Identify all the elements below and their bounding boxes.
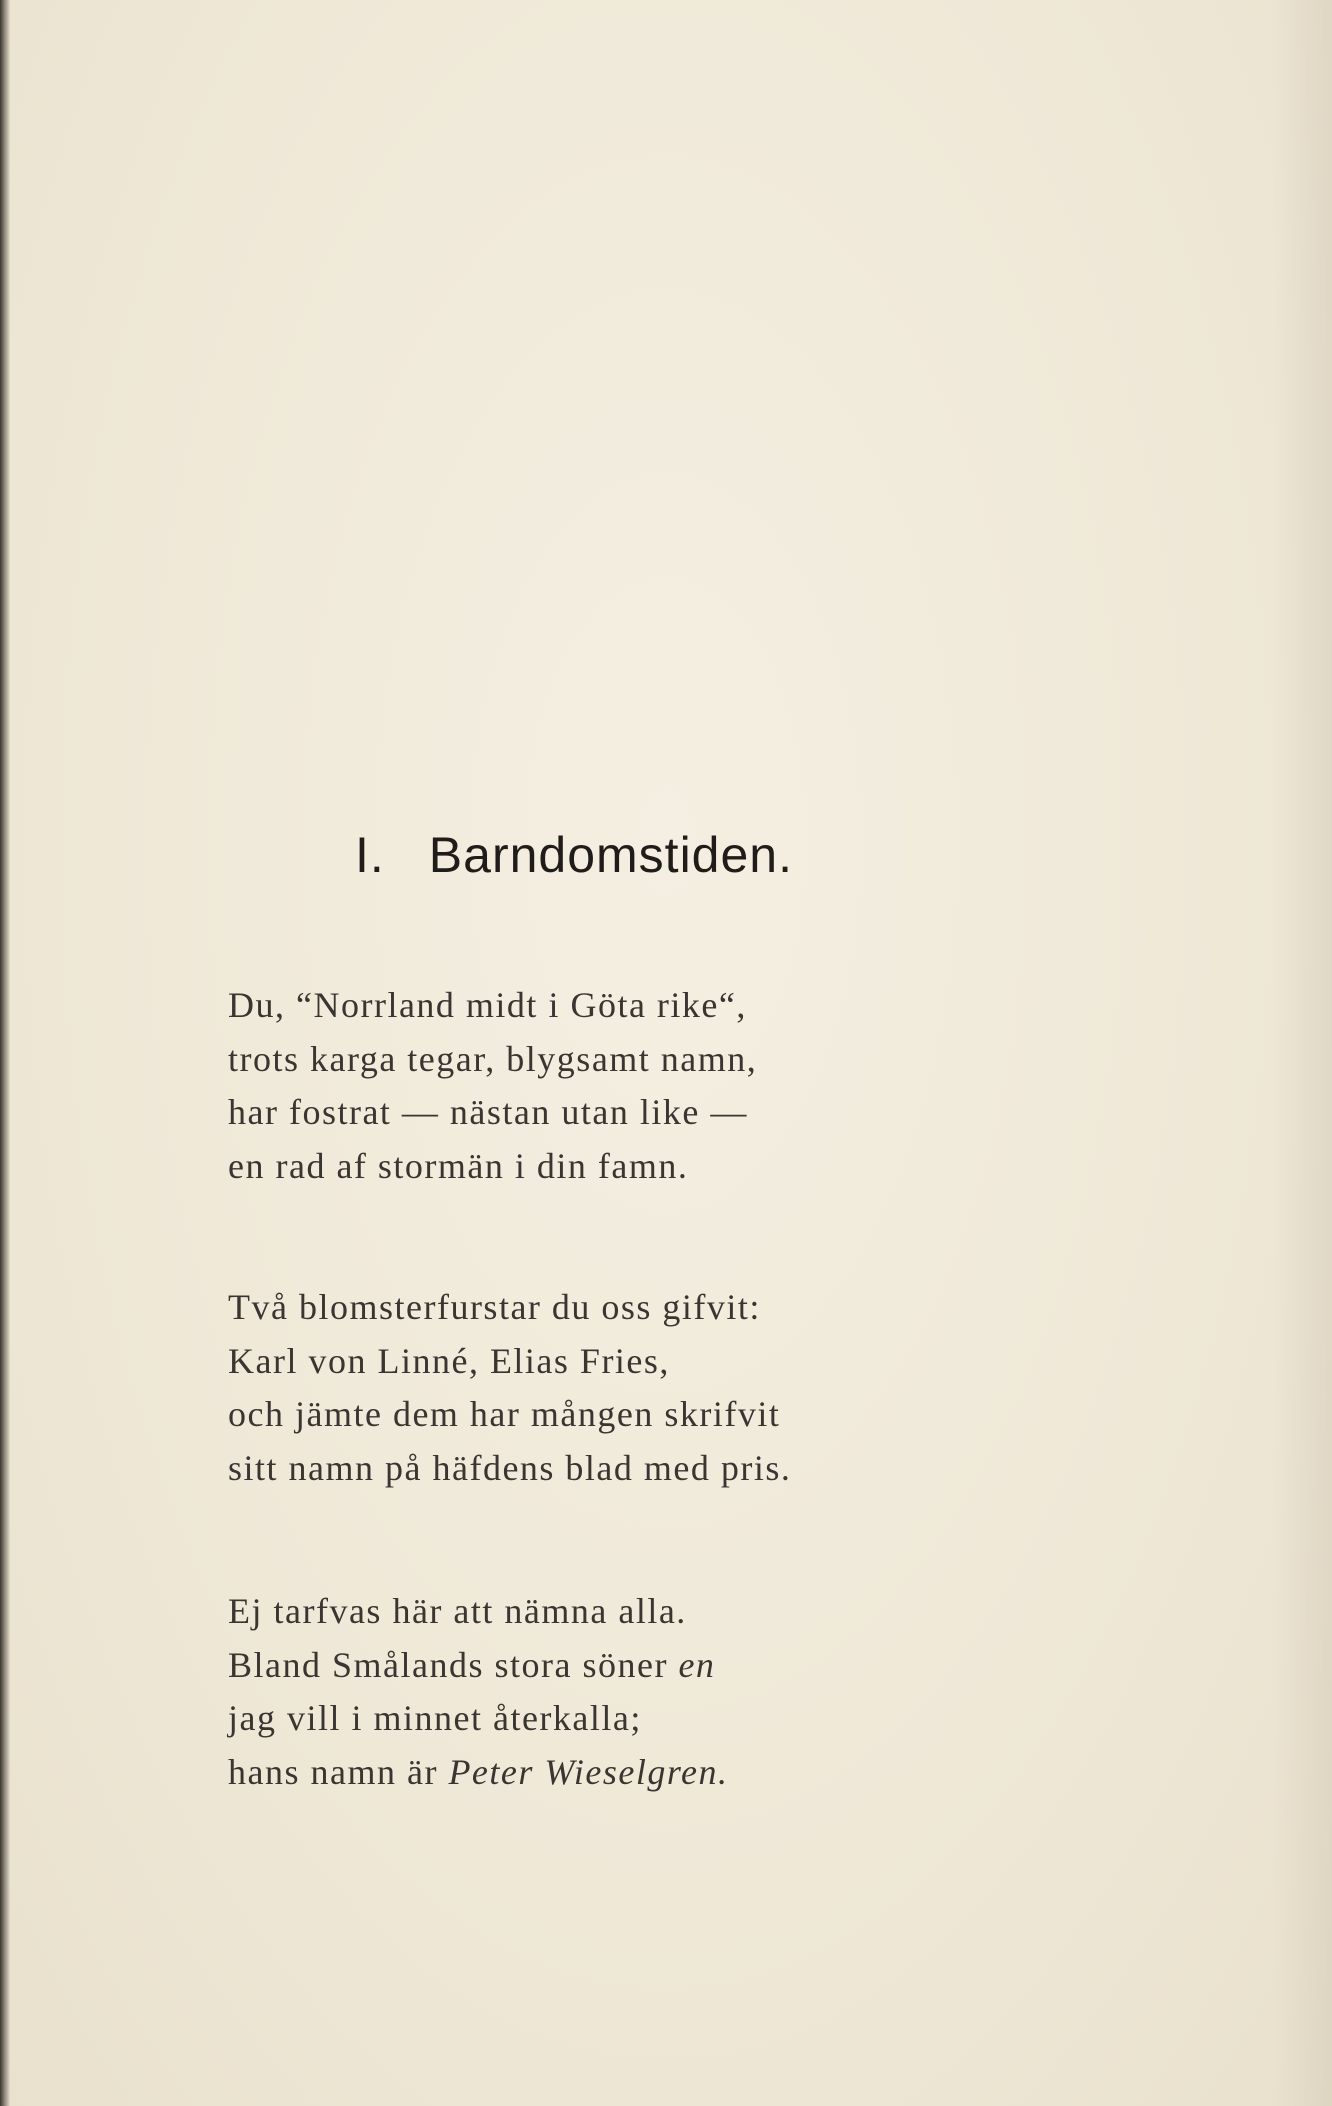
page-binding-edge (0, 0, 10, 2106)
verse-line (228, 1639, 729, 1693)
verse-line: och jämte dem har mången skrifvit (228, 1394, 781, 1434)
chapter-title (355, 826, 793, 884)
verse-line: en rad af stormän i din famn. (228, 1145, 689, 1186)
verse-line: trots karga tegar, blygsamt namn, (228, 1038, 758, 1079)
verse-line (228, 1746, 729, 1800)
verse-text: Bland Smålands stora söner (228, 1644, 668, 1685)
verse-line: Karl von Linné, Elias Fries, (228, 1340, 670, 1381)
page-shadow (1272, 0, 1332, 2106)
stanza-2 (228, 1281, 791, 1495)
chapter-number: I. (355, 827, 385, 883)
chapter-title-text: Barndomstiden. (428, 827, 793, 883)
stanza-3 (228, 1585, 729, 1799)
verse-line: har fostrat — nästan utan like — (228, 1092, 748, 1132)
verse-emphasis: en (678, 1644, 716, 1685)
stanza-1 (228, 979, 757, 1193)
verse-line: jag vill i minnet återkalla; (228, 1698, 642, 1738)
verse-line: Två blomsterfurstar du oss gifvit: (228, 1287, 761, 1327)
verse-line: sitt namn på häfdens blad med pris. (228, 1447, 792, 1488)
verse-emphasis: Peter Wieselgren. (448, 1751, 729, 1792)
verse-line: Ej tarfvas här att nämna alla. (228, 1591, 687, 1631)
verse-text: hans namn är (228, 1751, 438, 1792)
verse-line: Du, “Norrland midt i Göta rike“, (228, 985, 747, 1025)
